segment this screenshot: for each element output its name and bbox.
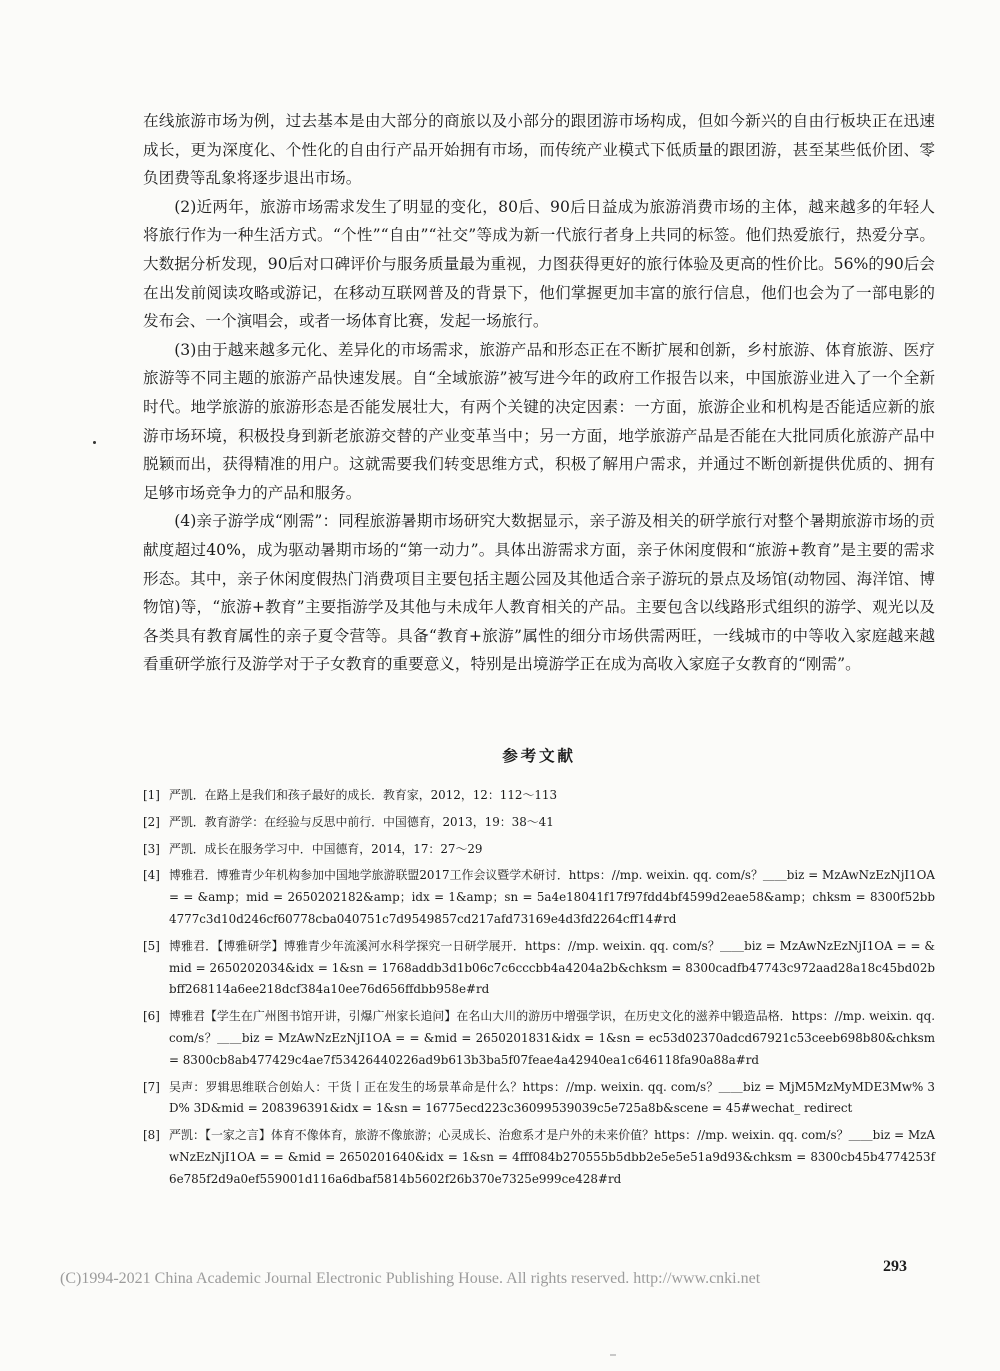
body-paragraph-3: (3)由于越来越多元化、差异化的市场需求，旅游产品和形态正在不断扩展和创新，乡村旅游、体育旅游、医疗旅游等不同主题的旅游产品快速发展。自“全域旅游”被写进今年的政府工作报告以来，中国旅游业进入了一个全新时代。地学旅游的旅游形态是否能发展壮大，有两个关键的决定因素：一方面，旅游企业和机构是否能适应新的旅游市场环境，积极投身到新老旅游交替的产业变革当中；另一方面，地学旅游产品是否能在大批同质化旅游产品中脱颖而出，获得精准的用户。这就需要我们转变思维方式，积极了解用户需求，并通过不断创新提供优质的、拥有足够市场竞争力的产品和服务。	[143, 340, 935, 502]
reference-number: [4]	[143, 868, 160, 883]
references-heading: 参考文献	[502, 746, 576, 765]
reference-item	[143, 865, 935, 930]
scan-artifact-dot	[93, 441, 96, 444]
copyright-footer: (C)1994-2021 China Academic Journal Electronic Publishing House. All rights reserved. http://www.cnki.net	[60, 1270, 761, 1287]
reference-number: [2]	[143, 814, 160, 829]
body-paragraph-1: 在线旅游市场为例，过去基本是由大部分的商旅以及小部分的跟团游市场构成，但如今新兴的自由行板块正在迅速成长，更为深度化、个性化的自由行产品开始拥有市场，而传统产业模式下低质量的跟团游，甚至某些低价团、零负团费等乱象将逐步退出市场。	[143, 112, 935, 188]
reference-text: 博雅君【学生在广州图书馆开讲，引爆广州家长追问】在名山大川的游历中增强学识，在历史文化的滋养中锻造品格．https：//mp. weixin. qq. com/s？＿＿biz = MzAwNzEzNjI1OA = = &mid = 2650201831&idx = 1&sn = ec53d02370adcd67921c53ceeb698b80&chksm = 8300cb8ab477429c4ae7f53426440226ad9b613b3ba5f07feae4a42940ea1c646118fa90a88a#rd	[169, 1009, 935, 1067]
reference-text: 严凯：【一家之言】体育不像体育，旅游不像旅游；心灵成长、治愈系才是户外的未来价值？https：//mp. weixin. qq. com/s？＿＿biz = MzAwNzEzNjI1OA = = &mid = 2650201640&idx = 1&sn = 4fff084b270555b5dbb2e5e5e51a9d93&chksm = 8300cb45b4774253f6e785f2d9a0ef559001d116a6dbaf5814b5602f26b370e7325e999ce428#rd	[169, 1128, 935, 1186]
body-paragraph-2: (2)近两年，旅游市场需求发生了明显的变化，80后、90后日益成为旅游消费市场的主体，越来越多的年轻人将旅行作为一种生活方式。“个性”“自由”“社交”等成为新一代旅行者身上共同的标签。他们热爱旅行，热爱分享。大数据分析发现，90后对口碑评价与服务质量最为重视，力图获得更好的旅行体验及更高的性价比。56%的90后会在出发前阅读攻略或游记，在移动互联网普及的背景下，他们掌握更加丰富的旅行信息，他们也会为了一部电影的发布会、一个演唱会，或者一场体育比赛，发起一场旅行。	[143, 197, 935, 331]
body-paragraph-4: (4)亲子游学成“刚需”：同程旅游暑期市场研究大数据显示，亲子游及相关的研学旅行对整个暑期旅游市场的贡献度超过40%，成为驱动暑期市场的“第一动力”。具体出游需求方面，亲子休闲度假和“旅游+教育”是主要的需求形态。其中，亲子休闲度假热门消费项目主要包括主题公园及其他适合亲子游玩的景点及场馆(动物园、海洋馆、博物馆)等，“旅游+教育”主要指游学及其他与未成年人教育相关的产品。主要包含以线路形式组织的游学、观光以及各类具有教育属性的亲子夏令营等。具备“教育+旅游”属性的细分市场供需两旺，一线城市的中等收入家庭越来越看重研学旅行及游学对于子女教育的重要意义，特别是出境游学正在成为高收入家庭子女教育的“刚需”。	[143, 512, 935, 674]
reference-text: 严凯．教育游学：在经验与反思中前行．中国德育，2013，19：38～41	[169, 814, 554, 829]
page-number: 293	[883, 1258, 907, 1275]
reference-text: 吴声：罗辑思维联合创始人：干货丨正在发生的场景革命是什么？https：//mp. weixin. qq. com/s？＿＿biz = MjM5MzMyMDE3Mw% 3D% 3D&mid = 208396391&idx = 1&sn = 16775ecd223c36099539039c5e725a8b&scene = 45#wechat_ redirect	[169, 1079, 935, 1116]
reference-item	[143, 839, 935, 861]
scan-artifact-mark	[610, 1354, 616, 1356]
reference-number: [6]	[143, 1009, 160, 1024]
reference-text: 博雅君．【博雅研学】博雅青少年流溪河水科学探究一日研学展开．https：//mp. weixin. qq. com/s？＿＿biz = MzAwNzEzNjI1OA = = &mid = 2650202034&idx = 1&sn = 1768addb3d1b06c7c6cccbb4a4204a2b&chksm = 8300cadfb47743c972aad28a18c45bd02bbff268114a6ee218dcf384a10ee76d656ffdbb958e#rd	[169, 938, 935, 997]
reference-text: 博雅君．博雅青少年机构参加中国地学旅游联盟2017工作会议暨学术研讨．https：//mp. weixin. qq. com/s？＿＿biz = MzAwNzEzNjI1OA = = &amp；mid = 2650202182&amp；idx = 1&amp；sn = 5a4e18041f17f97fdd4bf4599d2eae58&amp；chksm = 8300f52bb4777c3d10d246cf60778cba040751c7d9549857cd217afd73169e4d3fd2264cff14#rd	[169, 868, 935, 926]
reference-number: [8]	[143, 1128, 160, 1143]
reference-item	[143, 785, 935, 807]
references-list	[143, 785, 935, 1196]
reference-item	[143, 812, 935, 834]
reference-number: [5]	[143, 938, 160, 953]
reference-item	[143, 1077, 935, 1121]
reference-number: [1]	[143, 788, 160, 802]
reference-item	[143, 1006, 935, 1071]
reference-text: 严凯．在路上是我们和孩子最好的成长．教育家，2012，12：112～113	[169, 788, 558, 802]
reference-number: [3]	[143, 841, 160, 856]
reference-number: [7]	[143, 1079, 160, 1094]
body-text	[143, 107, 935, 679]
reference-text: 严凯．成长在服务学习中．中国德育，2014，17：27～29	[169, 841, 483, 856]
reference-item	[143, 1125, 935, 1190]
reference-item	[143, 936, 935, 1001]
